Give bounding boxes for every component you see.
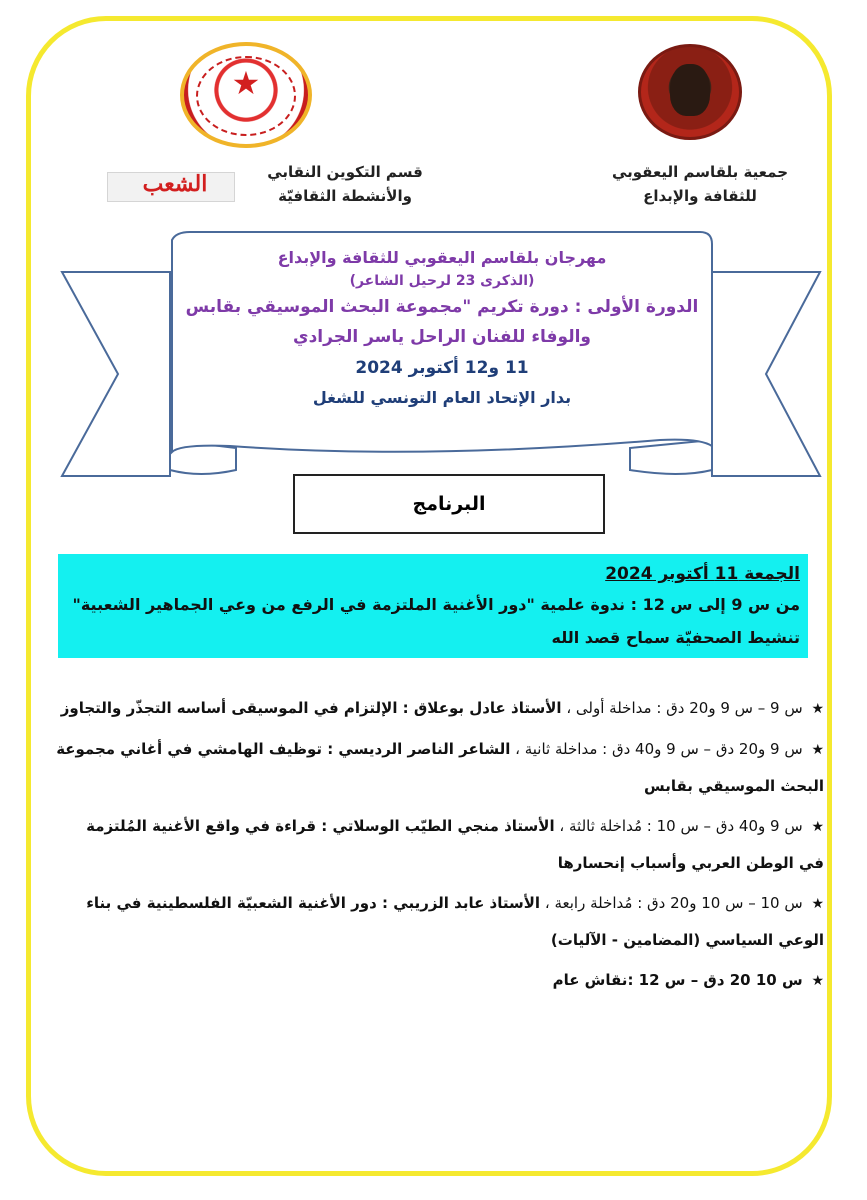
item-speaker: نقاش عام <box>552 971 628 989</box>
star-bullet-icon: ★ <box>811 742 824 758</box>
item-role: مداخلة أولى ، <box>561 699 657 717</box>
item-role: مُداخلة ثالثة ، <box>554 817 647 835</box>
union-department-line1: قسم التكوين النقابي <box>267 163 423 181</box>
association-name-line2: للثقافة والإبداع <box>643 187 757 205</box>
ribbon-right-fold <box>630 440 712 474</box>
festival-tribute: والوفاء للفنان الراحل ياسر الجرادي <box>293 327 591 347</box>
festival-anniversary: (الذكرى 23 لرحيل الشاعر) <box>349 273 535 289</box>
festival-edition: الدورة الأولى : دورة تكريم "مجموعة البحث الموسيقي بقابس <box>185 297 699 317</box>
festival-banner-text <box>180 240 704 412</box>
item-time: س 10 – س 10 و20 دق : <box>637 894 803 912</box>
star-bullet-icon: ★ <box>811 701 824 717</box>
ribbon-right-tail <box>710 272 820 476</box>
moderator-line: تنشيط الصحفيّة سماح قصد الله <box>551 628 800 647</box>
star-bullet-icon: ★ <box>811 819 824 835</box>
festival-title: مهرجان بلقاسم اليعقوبي للثقافة والإبداع <box>277 248 607 267</box>
symposium-line: من س 9 إلى س 12 : ندوة علمية "دور الأغنية الملتزمة في الرفع من وعي الجماهير الشعبية" <box>72 595 800 614</box>
program-item <box>56 808 824 881</box>
program-item <box>56 962 824 999</box>
program-item <box>56 690 824 727</box>
festival-venue: بدار الإتحاد العام التونسي للشغل <box>312 388 572 407</box>
item-speaker: الأستاذ عادل بوعلاق : الإلتزام في الموسيقى أساسه التجذّر والتجاوز <box>60 699 562 717</box>
program-items <box>56 690 824 1003</box>
star-bullet-icon: ★ <box>811 896 824 912</box>
item-time: س 9 و40 دق – س 10 : <box>646 817 803 835</box>
item-role: مداخلة ثانية ، <box>510 740 603 758</box>
festival-dates: 11 و12 أكتوبر 2024 <box>355 358 529 378</box>
item-time: س 10 20 دق – س 12 : <box>627 971 803 989</box>
chaab-logo-word: الشعب <box>142 171 208 197</box>
program-title: البرنامج <box>293 474 605 534</box>
association-name-line1: جمعية بلقاسم اليعقوبي <box>611 163 789 181</box>
union-department-line2: والأنشطة الثقافيّة <box>278 187 412 205</box>
item-role: مُداخلة رابعة ، <box>540 894 638 912</box>
item-time: س 9 – س 9 و20 دق : <box>656 699 803 717</box>
item-speaker: الأستاذ عابد الزريبي : دور الأغنية الشعبيّة الفلسطينية في بناء الوعي السياسي (المضامين - الآليات) <box>86 894 824 949</box>
program-item <box>56 885 824 958</box>
star-icon: ★ <box>231 64 261 102</box>
item-speaker: الأستاذ منجي الطيّب الوسلاتي : قراءة في واقع الأغنية المُلتزمة في الوطن العربي وأسباب إنحسارها <box>86 817 824 872</box>
item-time: س 9 و20 دق – س 9 و40 دق : <box>602 740 803 758</box>
star-bullet-icon: ★ <box>811 973 824 989</box>
day-title: الجمعة 11 أكتوبر 2024 <box>605 564 800 584</box>
ribbon-left-tail <box>62 272 170 476</box>
day-schedule-box <box>58 554 808 658</box>
item-speaker: الشاعر الناصر الرديسي : توظيف الهامشي في أغاني مجموعة البحث الموسيقي بقابس <box>56 740 824 795</box>
program-item <box>56 731 824 804</box>
